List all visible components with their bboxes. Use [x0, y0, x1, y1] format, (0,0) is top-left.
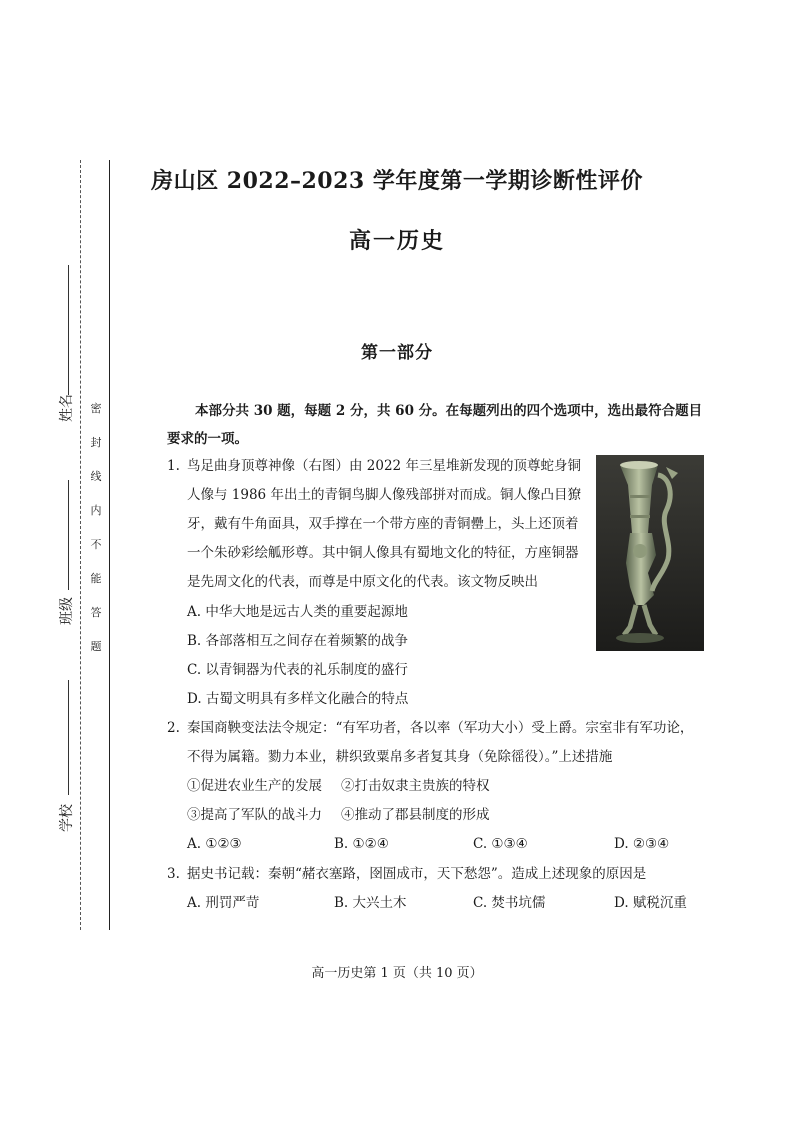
- exam-subject: 高一历史: [348, 228, 445, 254]
- answer-option[interactable]: C. 焚书坑儒: [473, 895, 546, 911]
- binding-solid-line: [109, 160, 110, 930]
- question-text-line: 牙，戴有牛角面具，双手撑在一个带方座的青铜罍上，头上还顶着: [187, 516, 579, 532]
- answer-option[interactable]: B. 各部落相互之间存在着频繁的战争: [187, 633, 409, 649]
- answer-option[interactable]: D. 赋税沉重: [614, 895, 687, 911]
- question-text-line: 秦国商鞅变法法令规定：“有军功者，各以率（军功大小）受上爵。宗室非有军功论，: [187, 720, 694, 736]
- seal-char: 不: [90, 538, 102, 551]
- seal-char: 线: [90, 470, 102, 483]
- question-text-line: 是先周文化的代表，而尊是中原文化的代表。该文物反映出: [187, 574, 538, 590]
- answer-option[interactable]: B. 大兴土木: [334, 895, 407, 911]
- class-field-label: 班级: [59, 597, 75, 625]
- seal-char: 能: [90, 572, 102, 585]
- question-number: 2.: [167, 720, 180, 736]
- statement-item: ②打击奴隶主贵族的特权: [341, 778, 490, 794]
- page-footer: 高一历史第 1 页（共 10 页）: [311, 966, 483, 981]
- question-text-line: 不得为属籍。勠力本业，耕织致粟帛多者复其身（免除徭役）。”上述措施: [187, 749, 613, 765]
- question-text-line: 鸟足曲身顶尊神像（右图）由 2022 年三星堆新发现的顶尊蛇身铜: [187, 458, 581, 474]
- answer-option[interactable]: B. ①②④: [334, 836, 389, 852]
- statement-item: ③提高了军队的战斗力: [187, 807, 322, 823]
- answer-option[interactable]: A. ①②③: [187, 836, 242, 852]
- statement-item: ④推动了郡县制度的形成: [341, 807, 490, 823]
- question-number: 1.: [167, 458, 180, 474]
- seal-char: 密: [90, 402, 102, 415]
- question-text-line: 人像与 1986 年出土的青铜鸟脚人像残部拼对而成。铜人像凸目獠: [187, 487, 581, 503]
- name-field-label: 姓名: [59, 394, 75, 422]
- school-field-label: 学校: [59, 804, 75, 832]
- part-instructions: 本部分共 30 题，每题 2 分，共 60 分。在每题列出的四个选项中，选出最符合题目要求的一项。: [167, 403, 703, 447]
- exam-title: 房山区 2022–2023 学年度第一学期诊断性评价: [151, 168, 643, 194]
- answer-option[interactable]: C. ①③④: [473, 836, 528, 852]
- statement-item: ①促进农业生产的发展: [187, 778, 322, 794]
- name-field-line[interactable]: [68, 265, 69, 395]
- answer-option[interactable]: A. 中华大地是远古人类的重要起源地: [187, 604, 408, 620]
- seal-warning-column: [89, 402, 103, 674]
- question-number: 3.: [167, 866, 180, 882]
- question-text-line: 据史书记载：秦朝“赭衣塞路，囹圄成市，天下愁怨”。造成上述现象的原因是: [187, 866, 647, 882]
- answer-option[interactable]: A. 刑罚严苛: [187, 895, 260, 911]
- binding-dashed-line: [80, 160, 81, 930]
- question-text-line: 一个朱砂彩绘觚形尊。其中铜人像具有蜀地文化的特征，方座铜器: [187, 545, 579, 561]
- class-field-line[interactable]: [68, 480, 69, 590]
- bronze-statue-image: [596, 455, 704, 651]
- part-title: 第一部分: [361, 343, 433, 363]
- seal-char: 题: [90, 640, 102, 653]
- school-field-line[interactable]: [68, 680, 69, 795]
- bronze-statue-icon: [596, 455, 704, 651]
- seal-char: 内: [90, 504, 102, 517]
- answer-option[interactable]: D. ②③④: [614, 836, 670, 852]
- seal-char: 答: [90, 606, 102, 619]
- seal-char: 封: [90, 436, 102, 449]
- answer-option[interactable]: D. 古蜀文明具有多样文化融合的特点: [187, 691, 409, 707]
- answer-option[interactable]: C. 以青铜器为代表的礼乐制度的盛行: [187, 662, 408, 678]
